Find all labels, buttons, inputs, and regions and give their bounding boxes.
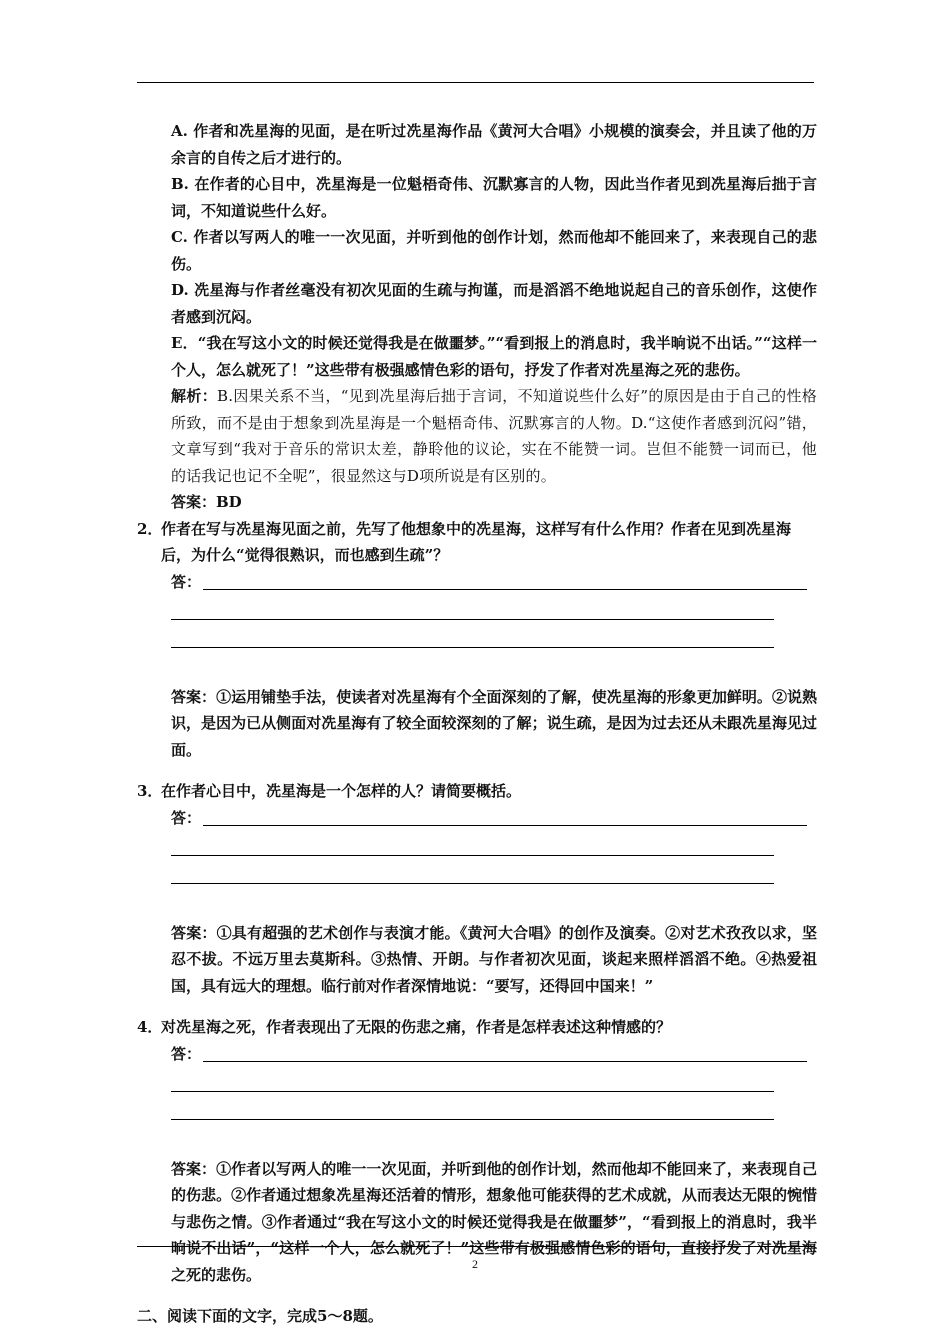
question-4 [137,1014,817,1041]
answer-underline [203,1061,807,1062]
option-c: C. 作者以写两人的唯一一次见面，并听到他的创作计划，然而他却不能回来了，来表现自己的悲伤。 [171,228,817,273]
question-2 [137,516,817,569]
answer-label: 答： [171,572,202,591]
option-a: A. 作者和冼星海的见面，是在听过冼星海作品《黄河大合唱》小规模的演奏会，并且读了他的万余言的自传之后才进行的。 [171,122,817,167]
page-number: 2 [472,1257,478,1271]
page-content [137,118,817,1330]
answer-line-2 [137,835,817,863]
answer-line-1 [137,569,817,599]
question-number: 2． [137,519,163,538]
option-d: D. 冼星海与作者丝毫没有初次见面的生疏与拘谨，而是滔滔不绝地说起自己的音乐创作，这使作者感到沉闷。 [171,281,817,326]
q3-answer: 答案：①具有超强的艺术创作与表演才能。《黄河大合唱》的创作及演奏。②对艺术孜孜以求，坚忍不拔。不远万里去莫斯科。③热情、开朗。与作者初次见面，谈起来照样滔滔不绝。④热爱祖国，具有远大的理想。临行前对作者深情地说：“要写，还得回中国来！” [171,923,817,995]
q1-answer: 答案：BD [171,493,242,511]
option-b: B. 在作者的心目中，冼星海是一位魁梧奇伟、沉默寡言的人物，因此当作者见到冼星海后拙于言词，不知道说些什么好。 [171,175,817,220]
answer-underline [203,825,807,826]
answer-underline [203,589,807,590]
answer-label: 答： [171,1044,202,1063]
question-text: 对冼星海之死，作者表现出了无限的伤悲之痛，作者是怎样表述这种情感的？ [161,1018,672,1036]
header-rule [137,82,814,83]
answer-line-3 [137,627,817,655]
question-text: 在作者心目中，冼星海是一个怎样的人？请简要概括。 [161,782,522,800]
explanation-label: 解析： [171,387,218,405]
question-text: 作者在写与冼星海见面之前，先写了他想象中的冼星海，这样写有什么作用？作者在见到冼星海后，为什么“觉得很熟识，而也感到生疏”？ [161,519,792,564]
question-number: 4． [137,1018,163,1036]
answer-line-2 [137,1071,817,1099]
question-3 [137,778,817,805]
answer-label: 答： [171,808,202,827]
explanation-text: B.因果关系不当，“见到冼星海后拙于言词，不知道说些什么好”的原因是由于自己的性格所致，而不是由于想象到冼星海是一个魁梧奇伟、沉默寡言的人物。D.“这使作者感到沉闷”错，文章写到“我对于音乐的常识太差，静聆他的议论，实在不能赞一词。岂但不能赞一词而已，他的话我记也记不全呢”，很显然这与D项所说是有区别的。 [171,387,817,485]
q1-explanation [171,383,817,489]
answer-line-2 [137,599,817,627]
footer-rule [137,1246,814,1247]
q4-answer: 答案：①作者以写两人的唯一一次见面，并听到他的创作计划，然而他却不能回来了，来表现自己的伤悲。②作者通过想象冼星海还活着的情形，想象他可能获得的艺术成就，从而表达无限的惋惜与悲伤之情。③作者通过“我在写这小文的时候还觉得我是在做噩梦”，“看到报上的消息时，我半晌说不出话”，“这样一个人，怎么就死了！”这些带有极强感情色彩的语句，直接抒发了对冼星海之死的悲伤。 [171,1159,817,1284]
answer-line-3 [137,1099,817,1127]
answer-line-3 [137,863,817,891]
section-heading: 二、阅读下面的文字，完成5～8题。 [137,1307,383,1325]
q2-answer: 答案：①运用铺垫手法，使读者对冼星海有个全面深刻的了解，使冼星海的形象更加鲜明。②说熟识，是因为已从侧面对冼星海有了较全面较深刻的了解；说生疏，是因为过去还从未跟冼星海见过面。 [171,687,817,759]
q1-options [137,118,817,516]
question-number: 3． [137,782,163,800]
option-e: E．“我在写这小文的时候还觉得我是在做噩梦。”“看到报上的消息时，我半晌说不出话。”“这样一个人，怎么就死了！”这些带有极强感情色彩的语句，抒发了作者对冼星海之死的悲伤。 [171,334,817,379]
answer-line-1 [137,805,817,835]
answer-line-1 [137,1041,817,1071]
